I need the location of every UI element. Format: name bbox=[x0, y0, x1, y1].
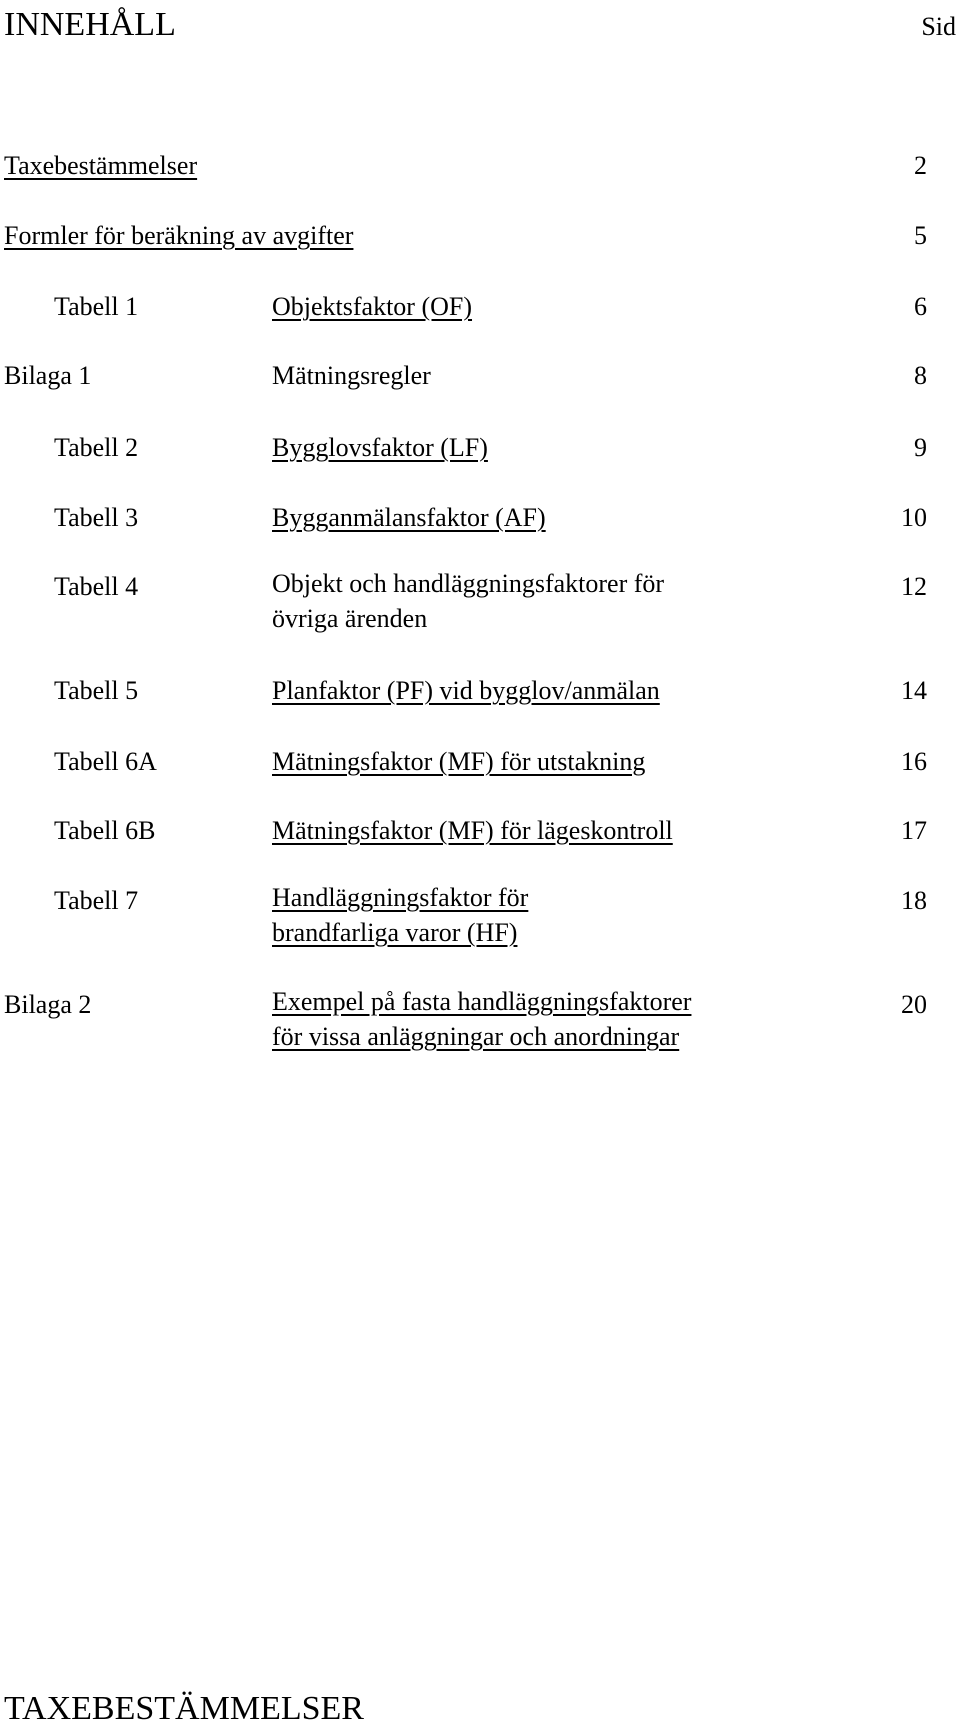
toc-link-taxebestammelser[interactable]: Taxebestämmelser bbox=[4, 151, 198, 180]
toc-page-number: 8 bbox=[914, 361, 927, 390]
toc-label: Bilaga 2 bbox=[4, 990, 92, 1019]
toc-page-number: 12 bbox=[901, 572, 927, 601]
toc-link-planfaktor[interactable]: Planfaktor (PF) vid bygglov/anmälan bbox=[272, 676, 660, 705]
toc-page-number: 6 bbox=[914, 292, 927, 321]
toc-label: Tabell 6A bbox=[54, 747, 157, 776]
toc-page-number: 2 bbox=[914, 151, 927, 180]
toc-page-number: 17 bbox=[901, 816, 927, 845]
toc-page-number: 18 bbox=[901, 886, 927, 915]
toc-label: Tabell 3 bbox=[54, 503, 139, 532]
toc-title-line: Exempel på fasta handläggningsfaktorer bbox=[272, 987, 692, 1016]
toc-link-handlaggningsfaktor-brandfarliga[interactable] bbox=[272, 880, 528, 950]
toc-link-matningsfaktor-lageskontroll[interactable]: Mätningsfaktor (MF) för lägeskontroll bbox=[272, 816, 673, 845]
toc-title-line: övriga ärenden bbox=[272, 604, 428, 633]
toc-label: Tabell 7 bbox=[54, 886, 139, 915]
page-title: INNEHÅLL bbox=[4, 6, 176, 43]
toc-link-matningsfaktor-utstakning[interactable]: Mätningsfaktor (MF) för utstakning bbox=[272, 747, 646, 776]
toc-link-exempel-fasta[interactable] bbox=[272, 984, 691, 1054]
toc-page-number: 10 bbox=[901, 503, 927, 532]
page-column-header: Sid bbox=[921, 12, 956, 41]
section-heading: TAXEBESTÄMMELSER bbox=[4, 1690, 364, 1727]
toc-link-bygglovsfaktor[interactable]: Bygglovsfaktor (LF) bbox=[272, 433, 488, 462]
toc-page-number: 9 bbox=[914, 433, 927, 462]
toc-label: Tabell 6B bbox=[54, 816, 156, 845]
toc-title-line: för vissa anläggningar och anordningar bbox=[272, 1022, 680, 1051]
toc-link-objektsfaktor[interactable]: Objektsfaktor (OF) bbox=[272, 292, 473, 321]
toc-label: Tabell 1 bbox=[54, 292, 139, 321]
toc-page-number: 5 bbox=[914, 221, 927, 250]
toc-label: Tabell 5 bbox=[54, 676, 139, 705]
toc-title-matningsregler: Mätningsregler bbox=[272, 361, 431, 390]
toc-link-bygganmalansfaktor[interactable]: Bygganmälansfaktor (AF) bbox=[272, 503, 546, 532]
toc-label: Bilaga 1 bbox=[4, 361, 92, 390]
toc-title-line: brandfarliga varor (HF) bbox=[272, 918, 518, 947]
toc-page-number: 20 bbox=[901, 990, 927, 1019]
toc-title-line: Objekt och handläggningsfaktorer för bbox=[272, 569, 665, 598]
toc-label: Tabell 2 bbox=[54, 433, 139, 462]
toc-page-number: 14 bbox=[901, 676, 927, 705]
toc-page-number: 16 bbox=[901, 747, 927, 776]
toc-title-objekt-handlaggning bbox=[272, 566, 664, 636]
toc-title-line: Handläggningsfaktor för bbox=[272, 883, 529, 912]
toc-link-formler[interactable]: Formler för beräkning av avgifter bbox=[4, 221, 354, 250]
toc-label: Tabell 4 bbox=[54, 572, 139, 601]
